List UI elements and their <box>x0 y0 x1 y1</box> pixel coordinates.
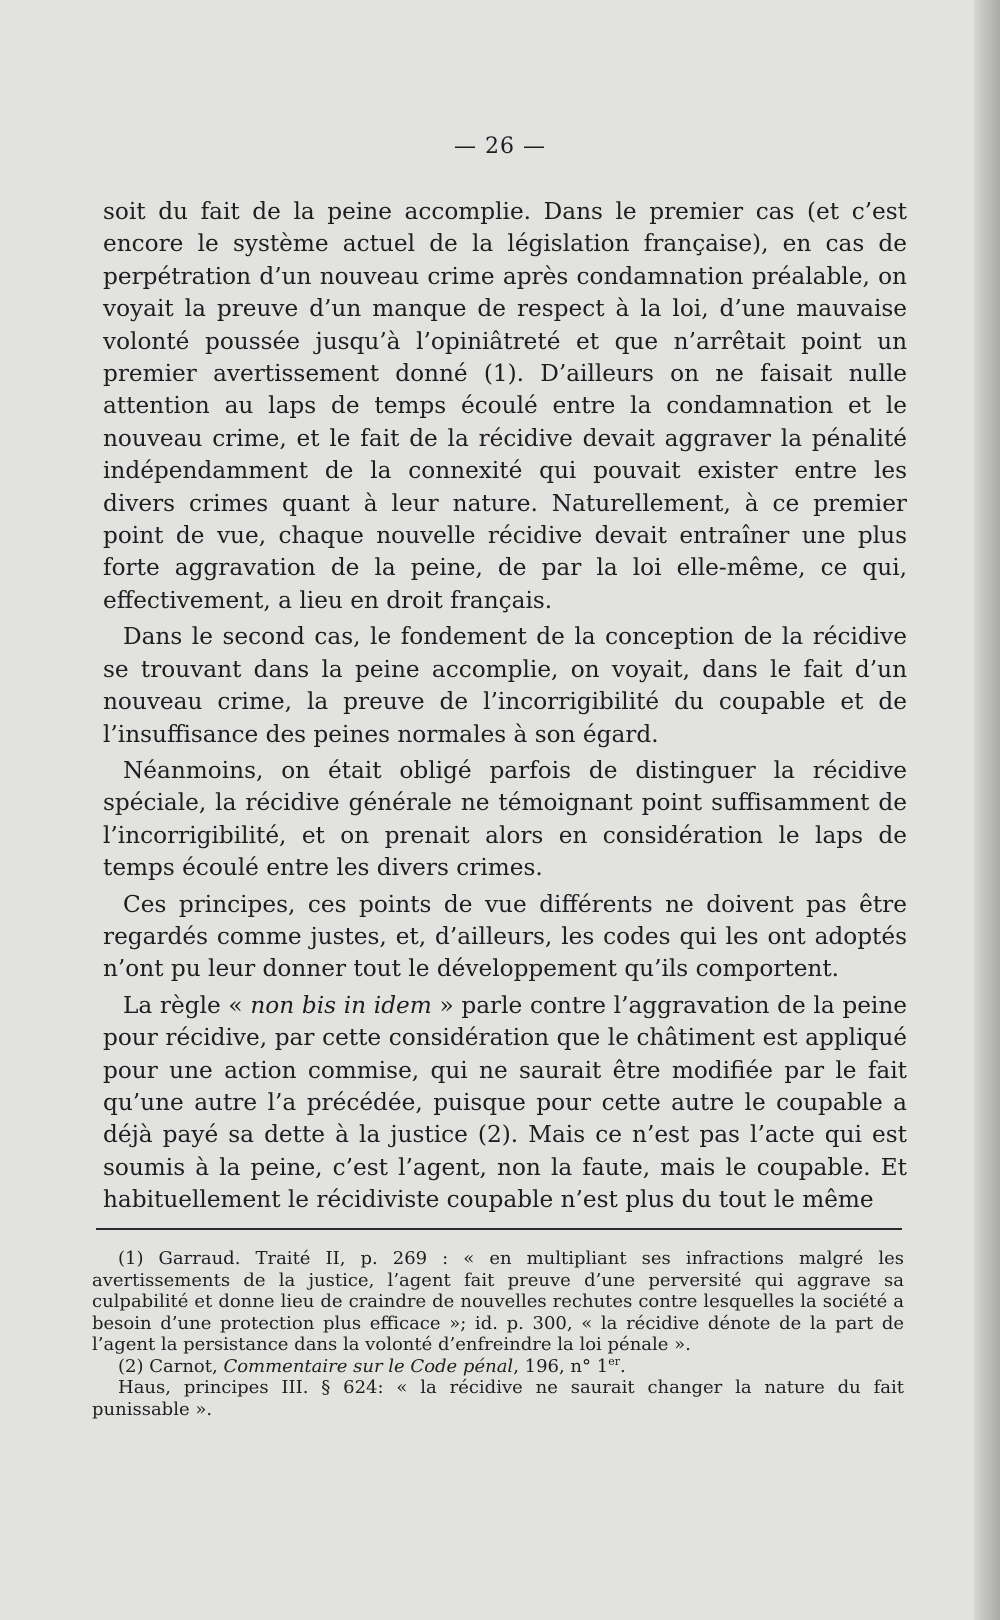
paragraph-5 <box>103 990 907 1217</box>
paragraph-3: Néanmoins, on était obligé parfois de distinguer la récidive spéciale, la récidive générale ne témoignant point suffisamment de l’incorrigibilité, et on prenait alors en considération le laps de temps écoulé entre les divers crimes. <box>103 756 907 882</box>
paragraph-4: Ces principes, ces points de vue différents ne doivent pas être regardés comme justes, et, d’ailleurs, les codes qui les ont adoptés n’ont pu leur donner tout le développement qu’ils comportent. <box>103 890 907 983</box>
footnote-2-title: Commentaire sur le Code pénal <box>223 1355 514 1377</box>
page-edge-shadow <box>974 0 1000 1620</box>
footnote-2-sup: er <box>608 1354 620 1368</box>
footnote-2-continuation: Haus, principes III. § 624: « la récidive ne saurait changer la nature du fait punissable ». <box>92 1377 904 1420</box>
footnote-2 <box>92 1356 904 1378</box>
page-number: — 26 — <box>454 134 546 159</box>
footnote-1: (1) Garraud. Traité II, p. 269 : « en multipliant ses infractions malgré les avertissements de la justice, l’agent fait preuve d’une perversité qui aggrave sa culpabilité et donne lieu de craindre de nouvelles rechutes contre lesquelles la société a besoin d’une protection plus efficace »; id. p. 300, « la récidive dénote de la part de l’agent la persistance dans la volonté d’enfreindre la loi pénale ». <box>92 1248 904 1355</box>
footnote-separator <box>96 1228 902 1230</box>
paragraph-5-start: La règle « <box>123 991 251 1019</box>
latin-maxim: non bis in idem <box>250 991 432 1019</box>
footnote-2-start: (2) Carnot, <box>118 1355 224 1377</box>
paragraph-2: Dans le second cas, le fondement de la conception de la récidive se trouvant dans la peine accomplie, on voyait, dans le fait d’un nouveau crime, la preuve de l’incorrigibilité du coupable et de l’insuffisance des peines normales à son égard. <box>103 623 907 748</box>
footnote-2-ref: , 196, n° 1 <box>513 1355 609 1377</box>
footnote-2-end: . <box>619 1355 626 1377</box>
footnotes <box>92 1248 904 1420</box>
paragraph-1: soit du fait de la peine accomplie. Dans le premier cas (et c’est encore le système actuel de la législation française), en cas de perpétration d’un nouveau crime après condamnation préalable, on voyait la preuve d’un manque de respect à la loi, d’une mauvaise volonté poussée jusqu’à l’opiniâtreté et que n’arrêtait point un premier avertissement donné (1). D’ailleurs on ne faisait nulle attention au laps de temps écoulé entre la condamnation et le nouveau crime, et le fait de la récidive devait aggraver la pénalité indépendamment de la connexité qui pouvait exister entre les divers crimes quant à leur nature. Naturellement, à ce premier point de vue, chaque nouvelle récidive devait entraîner une plus forte aggravation de la peine, de par la loi elle-même, ce qui, effectivement, a lieu en droit français. <box>103 198 907 614</box>
paragraph-5-rest: » parle contre l’aggravation de la peine pour récidive, par cette considération que le châtiment est appliqué pour une action commise, qui ne saurait être modifiée par le fait qu’une autre l’a précédée, puisque pour cette autre le coupable a déjà payé sa dette à la justice (2). Mais ce n’est pas l’acte qui est soumis à la peine, c’est l’agent, non la faute, mais le coupable. Et habituellement le récidiviste coupable n’est plus du tout le même <box>103 991 907 1214</box>
body-text <box>103 196 907 1217</box>
